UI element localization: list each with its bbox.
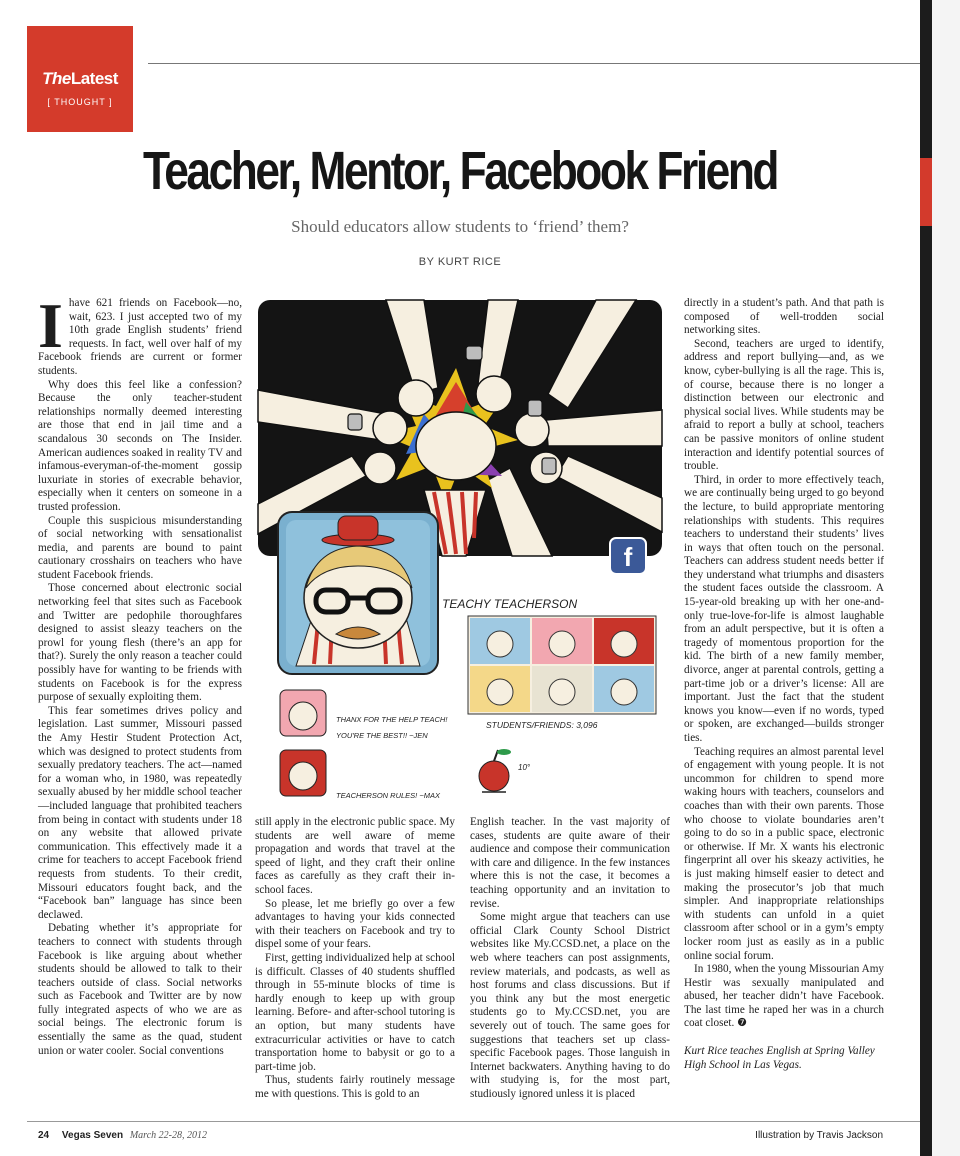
page-edge — [932, 0, 960, 1156]
note1-line1: THANX FOR THE HELP TEACH! — [336, 715, 448, 724]
illustration-credit: Illustration by Travis Jackson — [755, 1130, 883, 1141]
dek: Should educators allow students to ‘friend’ them? — [291, 217, 629, 236]
paragraph: So please, let me briefly go over a few advantages to having your kids connected with their teachers on Facebook and try to dispel some of your fears. — [255, 897, 455, 951]
page-number: 24 — [38, 1130, 50, 1141]
issue-date: March 22-28, 2012 — [129, 1130, 207, 1141]
note1-line2: YOU'RE THE BEST!! ~JEN — [336, 731, 428, 740]
note1-avatar — [280, 690, 326, 736]
section-title: TheLatest — [42, 69, 118, 88]
paragraph: In 1980, when the young Missourian Amy Hestir was sexually manipulated and abused, her teacher didn’t have Facebook. The last time he raped her was in a church coat closet. ❼ — [684, 963, 884, 1030]
illustration — [256, 298, 664, 808]
paragraph: Some might argue that teachers can use official Clark County School District websites like My.CCSD.net, a place on the web where teachers can post assignments, review materials, and podcasts, as well as host forums and class discussions. But if you think any but the most energetic students go to My.CCSD.net, you are severely out of touch. The same goes for suggestions that teachers set up class-specific Facebook pages. Those languish in Internet backwaters. Anything having to do with studying is, for the most part, studiously ignored unless it is placed — [470, 911, 670, 1100]
paragraph: Debating whether it’s appropriate for teachers to connect with students through Facebook is like arguing about whether students should be allowed to talk to their teachers outside of class. Social networks such as Facebook and Twitter are by now fully integrated aspects of who we are as social beings. The electronic forum is essentially the same as the quad, student union or water cooler. Social conventions — [38, 922, 242, 1057]
paragraph: Third, in order to more effectively teach, we are continually being urged to go beyond the lecture, to build appropriate mentoring relationships with students. This requires teachers to understand their students’ lives in ways that often touch on the personal. Teachers can address student needs better if they understand what triumphs and disasters the student faces outside the classroom. A 15-year-old breaking up with her one-and-only true-love-for-life is almost laughable from an adult perspective, but it is often a tragedy of momentous proportion for the kid. The birth of a new family member, divorce, anger at parental controls, getting a part-time job or a driver’s license: All are important. Just the fact that the student knows you know—even if no words, typed or spoken, are exchanged—builds stronger ties. — [684, 473, 884, 744]
svg-text:f: f — [623, 542, 633, 572]
section-tag: [ THOUGHT ] — [47, 97, 113, 107]
paragraph: Ihave 621 friends on Facebook—no, wait, 623. I just accepted two of my 10th grade English students’ friend requests. In fact, well over half of my Facebook friends are current or former students. — [38, 290, 242, 377]
paragraph: Teaching requires an almost parental level of engagement with young people. It is not uncommon for children to spend more waking hours with teachers, counselors and coaches than with their own parents. Those who choose to violate boundaries aren’t going to do so in a public space, electronic or otherwise. If Mr. X wants his electronic fingerprint all over his skeazy activities, he is just making himself easier to detect and making the prosecutor’s job that much simpler. And inappropriate relationships with students can unfold in a quiet classroom after school or in a gym’s empty locker room just as easily as in a public online social forum. — [684, 745, 884, 962]
paragraph: Second, teachers are urged to identify, address and report bullying—and, as we know, cyber-bullying is all the rage. This is, of course, because there is no longer a distinction between our electronic and physical social lives. While students may be afraid to report a bully at school, teachers can be passive monitors of online student interaction and identify potential sources of trouble. — [684, 337, 884, 473]
paragraph: This fear sometimes drives policy and legislation. Last summer, Missouri passed the Amy Hestir Student Protection Act, which was designed to protect students from sexually predatory teachers. The act—named for a woman who, in 1980, was repeatedly sexually abused by her middle school teacher—included language that prohibited teachers from being in contact with students under 18 on any website that allowed private communication. This effectively made it a crime for teachers to accept Facebook friend requests from students. To their credit, Missouri educators fought back, and the “Facebook ban” language has since been declawed. — [38, 704, 242, 921]
facebook-badge-icon — [610, 538, 646, 574]
magazine-name: Vegas Seven — [61, 1130, 124, 1141]
spine-accent — [920, 158, 932, 226]
apple-label: 10° — [518, 763, 531, 772]
friends-count: STUDENTS/FRIENDS: 3,096 — [486, 720, 598, 730]
caption-name: TEACHY TEACHERSON — [442, 597, 578, 611]
apple-icon — [479, 749, 511, 792]
paragraph: First, getting individualized help at school is difficult. Classes of 40 students shuffled through in 55-minute blocks of time is hardly enough to keep up with group learning. Before- and after-school tutoring is an option, but many students have extracurricular activities or have to catch transportation home to babysit or go to a part-time job. — [255, 951, 455, 1073]
article-column-2 — [255, 816, 455, 1101]
drop-cap: I — [38, 290, 63, 361]
article-column-4 — [684, 297, 884, 1072]
profile-portrait — [278, 512, 438, 674]
footer-folio — [38, 1130, 207, 1141]
section-label — [27, 26, 133, 132]
footer-rule — [27, 1121, 920, 1122]
note2-avatar — [280, 750, 326, 796]
article-column-1 — [38, 290, 242, 1058]
author-bio: Kurt Rice teaches English at Spring Valley High School in Las Vegas. — [684, 1045, 875, 1071]
paragraph: directly in a student’s path. And that path is composed of well-trodden social networking sites. — [684, 297, 884, 337]
top-rule — [148, 63, 920, 64]
paragraph: still apply in the electronic public space. My students are well aware of meme propagation and words that travel at the speed of light, and they craft their online faces as carefully as they craft their in-school faces. — [255, 816, 455, 896]
note2-text: TEACHERSON RULES! ~MAX — [336, 791, 440, 800]
friend-grid — [468, 616, 656, 714]
paragraph: Couple this suspicious misunderstanding of social networking with sensationalist media, and parents are bound to paint cautionary crosshairs on teachers who have student Facebook friends. — [38, 514, 242, 581]
paragraph: Those concerned about electronic social networking feel that sites such as Facebook and Twitter are pedophile thoroughfares designed to assist sleazy teachers on the prowl for young flesh (there’s an app for that?). Surely the only reason a teacher could possibly have for wanting to be friends with students on Facebook is for the express purpose of sexually exploiting them. — [38, 582, 242, 704]
paragraph: English teacher. In the vast majority of cases, students are quite aware of their audience and compose their communication with care and diligence. In the few instances where this is not the case, it becomes a teaching opportunity and an invitation to revise. — [470, 816, 670, 910]
byline: BY KURT RICE — [418, 256, 502, 268]
paragraph: Why does this feel like a confession? Because the only teacher-student relationships normally deemed interesting are those that end in jail time and a scandalous 30 seconds on The Insider. American audiences soaked in reality TV and infamous-everyman-of-the-moment gossip luxuriate in stories of execrable behavior, especially when it centers on someone in a trusted profession. — [38, 378, 242, 513]
paragraph: Thus, students fairly routinely message me with questions. This is gold to an — [255, 1074, 455, 1100]
headline: Teacher, Mentor, Facebook Friend — [142, 141, 778, 201]
article-column-3 — [470, 816, 670, 1101]
